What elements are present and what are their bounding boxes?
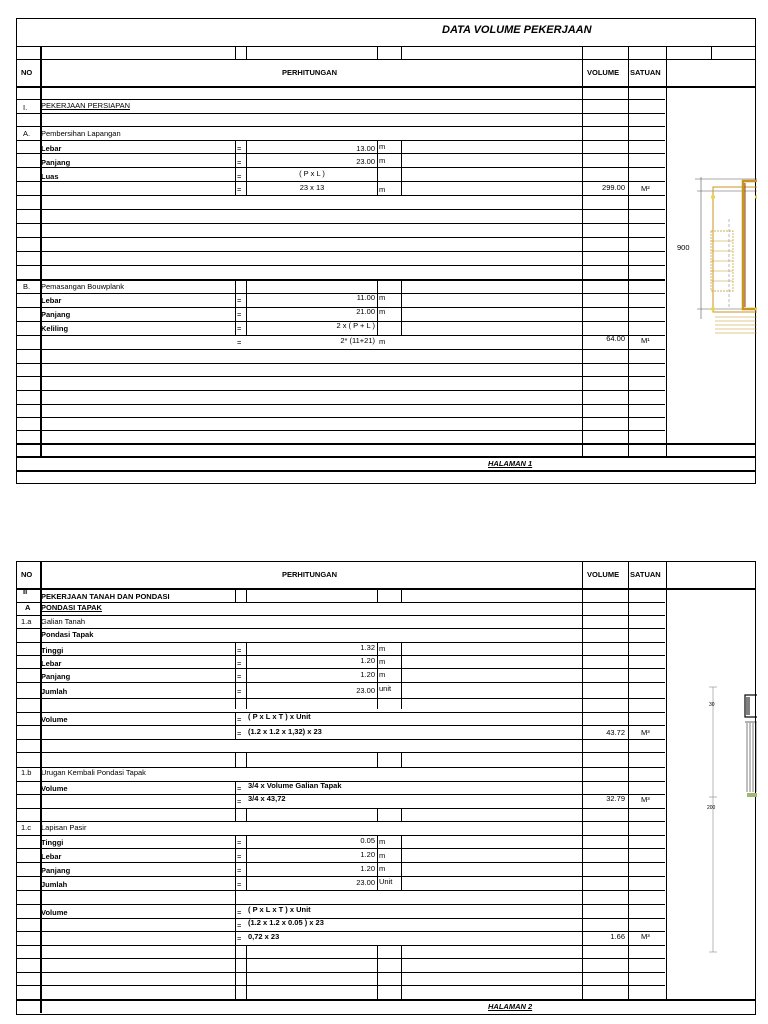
header-satuan: SATUAN — [630, 68, 661, 77]
row-unit: m — [379, 851, 386, 860]
row-value: 1.32 — [360, 643, 375, 652]
row-eq: = — [237, 144, 242, 153]
item-label: Pemasangan Bouwplank — [41, 282, 124, 291]
row-unit: m — [379, 644, 386, 653]
formula: (1.2 x 1.2 x 0.05 ) x 23 — [248, 918, 324, 927]
row-value: 2* (11+21) — [340, 336, 375, 345]
item-label: Pembersihan Lapangan — [41, 129, 121, 138]
row-label: Lebar — [41, 296, 62, 305]
row-eq: = — [237, 659, 242, 668]
volume-value: 299.00 — [602, 183, 625, 192]
item-no: 1.a — [21, 617, 32, 626]
row-label: Lebar — [41, 144, 62, 153]
header-perhitungan: PERHITUNGAN — [282, 68, 338, 77]
row-value: 1.20 — [360, 850, 375, 859]
row-value: 0.05 — [360, 836, 375, 845]
section-no: II — [23, 587, 28, 596]
dimension-label: 30 — [709, 702, 715, 708]
volume-value: 64.00 — [606, 334, 625, 343]
dimension-label: 200 — [707, 805, 716, 811]
item-label: Galian Tanah — [41, 617, 86, 626]
row-eq: = — [237, 646, 242, 655]
formula: (1.2 x 1.2 x 1,32) x 23 — [248, 727, 322, 736]
row-value: 23 x 13 — [299, 183, 325, 192]
row-eq: = — [237, 880, 242, 889]
row-eq: = — [237, 172, 242, 181]
row-eq: = — [237, 324, 242, 333]
page-footer: HALAMAN 1 — [488, 459, 533, 468]
header-no: NO — [21, 570, 33, 579]
row-unit: m — [379, 864, 386, 873]
row-value: 21.00 — [356, 307, 375, 316]
row-unit: m — [379, 156, 386, 165]
sub-no: A — [25, 603, 31, 612]
row-value: 11.00 — [356, 293, 375, 302]
row-eq: = — [237, 672, 242, 681]
dimension-label: 900 — [677, 243, 690, 252]
row-value: 2 x ( P + L ) — [336, 321, 375, 330]
row-eq: = — [237, 866, 242, 875]
row-unit: Unit — [379, 877, 393, 886]
row-value: ( P x L ) — [299, 169, 325, 178]
satuan-value: M³ — [641, 728, 650, 737]
volume-label: Volume — [41, 784, 68, 793]
row-label: Panjang — [41, 866, 71, 875]
row-label: Panjang — [41, 672, 71, 681]
row-label: Lebar — [41, 659, 62, 668]
row-unit: m — [379, 142, 386, 151]
volume-value: 1.66 — [610, 932, 625, 941]
formula: 3/4 x 43,72 — [248, 794, 286, 803]
row-label: Lebar — [41, 852, 62, 861]
foundation-section-drawing — [697, 677, 757, 957]
row-unit: m — [379, 837, 386, 846]
volume-value: 32.79 — [606, 794, 625, 803]
section-label: PEKERJAAN TANAH DAN PONDASI — [41, 592, 170, 601]
row-label: Jumlah — [41, 880, 68, 889]
item-no: 1.c — [21, 823, 32, 832]
row-unit: m — [379, 657, 386, 666]
row-eq: = — [237, 838, 242, 847]
row-unit: unit — [379, 684, 392, 693]
row-label: Panjang — [41, 158, 71, 167]
satuan-value: M² — [641, 184, 650, 193]
row-eq: = — [237, 338, 242, 347]
sub-label: PONDASI TAPAK — [41, 603, 102, 612]
header-volume: VOLUME — [587, 68, 620, 77]
row-label: Panjang — [41, 310, 71, 319]
formula: ( P x L x T ) x Unit — [248, 905, 311, 914]
row-label: Tinggi — [41, 838, 64, 847]
page-footer: HALAMAN 2 — [488, 1002, 533, 1011]
row-label: Jumlah — [41, 687, 68, 696]
volume-label: Volume — [41, 908, 68, 917]
item-no: 1.b — [21, 768, 32, 777]
satuan-value: M³ — [641, 932, 650, 941]
header-volume: VOLUME — [587, 570, 620, 579]
row-label: Tinggi — [41, 646, 64, 655]
item-label: Urugan Kembali Pondasi Tapak — [41, 768, 146, 777]
volume-label: Volume — [41, 715, 68, 724]
item-no: A. — [23, 129, 31, 138]
row-eq: = — [237, 158, 242, 167]
satuan-value: M¹ — [641, 336, 650, 345]
row-label: Luas — [41, 172, 59, 181]
satuan-value: M³ — [641, 795, 650, 804]
row-label: Keliling — [41, 324, 69, 333]
header-perhitungan: PERHITUNGAN — [282, 570, 338, 579]
row-value: 23.00 — [356, 686, 375, 695]
row-unit: m — [379, 307, 386, 316]
item-no: B. — [23, 282, 31, 291]
item-label: Lapisan Pasir — [41, 823, 87, 832]
formula: 0,72 x 23 — [248, 932, 280, 941]
row-value: 13.00 — [356, 144, 375, 153]
row-unit: m — [379, 293, 386, 302]
header-no: NO — [21, 68, 33, 77]
header-satuan: SATUAN — [630, 570, 661, 579]
row-eq: = — [237, 296, 242, 305]
row-value: 1.20 — [360, 656, 375, 665]
row-unit: m — [379, 337, 386, 346]
site-plan-drawing — [683, 159, 757, 339]
sheet-page-1 — [16, 18, 756, 484]
row-value: 1.20 — [360, 670, 375, 679]
row-eq: = — [237, 185, 242, 194]
row-value: 1.20 — [360, 864, 375, 873]
item-sublabel: Pondasi Tapak — [41, 630, 94, 639]
formula: 3/4 x Volume Galian Tapak — [248, 781, 342, 790]
row-unit: m — [379, 670, 386, 679]
section-no: I. — [23, 103, 28, 112]
row-value: 23.00 — [356, 157, 375, 166]
section-label: PEKERJAAN PERSIAPAN — [41, 101, 131, 110]
row-unit: m — [379, 185, 386, 194]
sheet-page-2: NO PERHITUNGAN VOLUME SATUAN II PEKERJAAN TANAH DAN PONDASI A PONDASI TAPAK 1.a Galian Tanah Pondasi Tapak Tinggi = 1.32 m Lebar = 1.20 m Panjang = 1.20 m Jumlah = 23.00 unit Volume = ( P x L x T ) x Unit = (1.2 x 1.2 x 1,32) x 23 43.72 M³ 1.b Urugan Kembali Pondasi Tapak Volume = 3/4 x Volume Galian Tapak = 3/4 x 43,72 32.79 M³ 1.c Lapisan Pasir Tinggi = 0.05 m Lebar = 1.20 m Panjang = 1.20 m Jumlah = 23.00 Unit Volume = ( P x L x T ) x Unit = (1.2 x 1.2 x 0.05 ) x 23 = 0,72 x 23 1.66 M³ HALAMAN 2 30 200 — [16, 561, 756, 1015]
row-eq: = — [237, 310, 242, 319]
row-value: 23.00 — [356, 878, 375, 887]
formula: ( P x L x T ) x Unit — [248, 712, 311, 721]
page-title: DATA VOLUME PEKERJAAN — [442, 24, 592, 36]
row-eq: = — [237, 852, 242, 861]
row-eq: = — [237, 687, 242, 696]
volume-value: 43.72 — [606, 728, 625, 737]
